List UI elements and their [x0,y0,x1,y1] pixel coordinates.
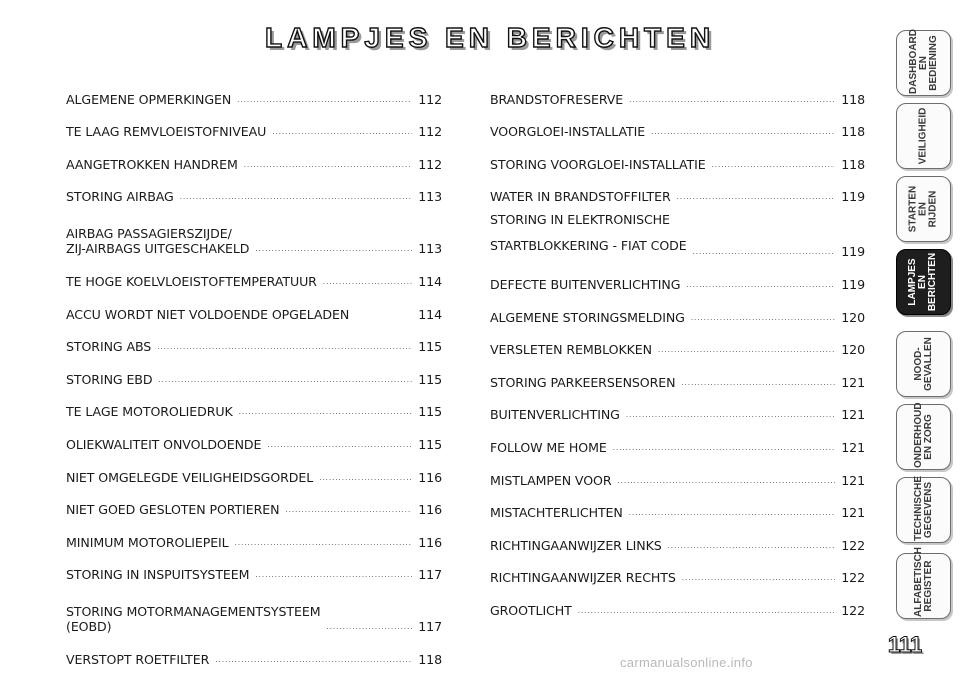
tab-veiligheid[interactable] [896,103,951,169]
toc-leader-dots [158,376,412,384]
toc-entry-page: 116 [418,534,442,550]
toc-entry[interactable] [66,634,442,667]
toc-entry-label: WATER IN BRANDSTOFFILTER [490,189,671,205]
toc-leader-dots [255,245,412,253]
tab-label: TECHNISCHE GEGEVENS [912,475,934,541]
tab-label: STARTEN EN RIJDEN [907,185,939,233]
toc-entry-label: MINIMUM MOTOROLIEPEIL [66,534,229,550]
tab-label: ALFABETISCH REGISTER [912,547,934,617]
toc-entry-page: 113 [418,189,442,205]
toc-entry[interactable] [66,387,442,420]
tab-noodgevallen[interactable] [896,331,951,397]
toc-entry-label: NIET OMGELEGDE VEILIGHEIDSGORDEL [66,469,314,485]
toc-entry[interactable] [66,74,442,107]
toc-leader-dots [272,128,412,136]
tab-register[interactable] [896,547,951,619]
toc-right-column [490,74,865,618]
toc-entry-page: 114 [418,306,442,322]
toc-leader-dots [244,161,412,169]
toc-leader-dots [613,444,835,452]
toc-entry[interactable] [66,107,442,140]
toc-entry[interactable] [490,172,865,205]
watermark: carmanualsonline.info [620,655,753,670]
toc-entry[interactable] [490,74,865,107]
toc-entry-page: 117 [418,619,442,635]
toc-entry-label: OLIEKWALITEIT ONVOLDOENDE [66,436,262,452]
toc-entry-page: 122 [841,602,865,618]
toc-entry-page: 113 [418,241,442,257]
toc-entry-label: NIET GOED GESLOTEN PORTIEREN [66,502,280,518]
toc-entry[interactable] [490,585,865,618]
toc-entry-label: STORING AIRBAG [66,189,174,205]
toc-leader-dots [180,193,412,201]
toc-entry[interactable] [490,259,865,292]
toc-entry[interactable] [490,292,865,325]
toc-entry-page: 121 [841,374,865,390]
toc-entry[interactable] [490,357,865,390]
toc-leader-dots [668,542,835,550]
toc-entry[interactable] [66,550,442,583]
toc-entry-page: 115 [418,371,442,387]
toc-entry-page: 121 [841,439,865,455]
toc-entry[interactable] [490,139,865,172]
toc-entry-label: STORING VOORGLOEI-INSTALLATIE [490,156,706,172]
toc-leader-dots [239,408,412,416]
toc-leader-dots [578,607,835,615]
toc-entry-label: RICHTINGAANWIJZER LINKS [490,537,662,553]
toc-leader-dots [681,379,835,387]
toc-leader-dots [323,278,412,286]
toc-leader-dots [237,96,412,104]
toc-entry[interactable] [66,354,442,387]
toc-entry-page: 119 [841,244,865,260]
toc-entry-label: TE LAAG REMVLOEISTOFNIVEAU [66,124,267,140]
tab-starten[interactable] [896,176,951,242]
toc-entry-page: 120 [841,342,865,358]
page-title: LAMPJES EN BERICHTEN [265,22,716,53]
toc-leader-dots [658,346,835,354]
tab-label: NOOD- GEVALLEN [912,337,934,391]
tab-label: LAMPJES EN BERICHTEN [907,252,939,312]
toc-entry-label: MISTACHTERLICHTEN [490,505,623,521]
toc-entry-page: 121 [841,472,865,488]
toc-entry[interactable] [490,422,865,455]
toc-leader-dots [319,474,412,482]
toc-entry-page: 118 [841,91,865,107]
toc-entry-page: 112 [418,91,442,107]
toc-entry[interactable] [66,322,442,355]
toc-entry-label: MISTLAMPEN VOOR [490,472,612,488]
toc-entry-label: STORING IN INSPUITSYSTEEM [66,567,250,583]
toc-entry-label: TE LAGE MOTOROLIEDRUK [66,404,233,420]
toc-entry-page: 112 [418,156,442,172]
tab-onderhoud[interactable] [896,404,951,470]
toc-entry[interactable] [66,256,442,289]
toc-left-column [66,74,442,667]
toc-entry[interactable] [490,553,865,586]
toc-entry[interactable] [66,419,442,452]
toc-entry[interactable] [490,390,865,423]
toc-entry-label: STORING MOTORMANAGEMENTSYSTEEM (EOBD) [66,604,321,635]
toc-entry-label: BRANDSTOFRESERVE [490,91,624,107]
toc-entry-page: 118 [418,651,442,667]
toc-leader-dots [215,656,412,664]
tab-dashboard[interactable] [896,30,951,96]
toc-leader-dots [629,96,835,104]
toc-entry-label: AIRBAG PASSAGIERSZIJDE/ ZIJ-AIRBAGS UITGESCHAKELD [66,226,250,257]
toc-leader-dots [618,477,836,485]
toc-leader-dots [682,574,835,582]
toc-entry[interactable] [66,485,442,518]
toc-entry-label: TE HOGE KOELVLOEISTOFTEMPERATUUR [66,273,317,289]
toc-entry[interactable] [490,204,865,259]
toc-entry[interactable] [66,204,442,256]
tab-label: DASHBOARD EN BEDIENING [907,29,939,94]
page-number: 111 [887,632,923,657]
toc-leader-dots [629,509,835,517]
toc-entry-label: GROOTLICHT [490,602,572,618]
toc-entry-label: DEFECTE BUITENVERLICHTING [490,276,681,292]
toc-entry-label: VERSTOPT ROETFILTER [66,651,210,667]
toc-leader-dots [285,506,412,514]
toc-entry-label: VERSLETEN REMBLOKKEN [490,342,652,358]
toc-entry-page: 114 [418,273,442,289]
toc-entry[interactable] [66,289,442,322]
toc-entry-page: 120 [841,309,865,325]
toc-entry-page: 116 [418,502,442,518]
toc-entry-label: ACCU WORDT NIET VOLDOENDE OPGELADEN [66,306,350,322]
toc-leader-dots [255,571,412,579]
toc-leader-dots [651,128,835,136]
toc-entry-label: STORING PARKEERSENSOREN [490,374,676,390]
toc-entry[interactable] [66,582,442,634]
toc-leader-dots [686,281,835,289]
toc-entry-page: 112 [418,124,442,140]
toc-entry-page: 115 [418,436,442,452]
toc-entry[interactable] [490,455,865,488]
toc-entry[interactable] [490,488,865,521]
toc-leader-dots [626,411,835,419]
toc-entry-page: 121 [841,505,865,521]
toc-leader-dots [235,539,412,547]
toc-entry[interactable] [66,139,442,172]
tab-technische[interactable] [896,477,951,543]
toc-entry[interactable] [490,325,865,358]
toc-leader-dots [691,314,835,322]
toc-entry-page: 117 [418,567,442,583]
toc-entry[interactable] [66,517,442,550]
toc-leader-dots [677,193,835,201]
toc-leader-dots [712,161,835,169]
toc-entry-page: 118 [841,124,865,140]
toc-entry-page: 118 [841,156,865,172]
toc-entry-label: BUITENVERLICHTING [490,407,620,423]
toc-entry-page: 119 [841,276,865,292]
toc-leader-dots [693,248,835,256]
toc-leader-dots [267,441,412,449]
toc-entry-page: 115 [418,339,442,355]
toc-entry-label: FOLLOW ME HOME [490,439,607,455]
toc-leader-dots [157,343,412,351]
toc-entry[interactable] [66,452,442,485]
toc-entry-page: 115 [418,404,442,420]
toc-entry[interactable] [66,172,442,205]
toc-entry-label: VOORGLOEI-INSTALLATIE [490,124,646,140]
toc-entry[interactable] [490,107,865,140]
toc-entry-label: STORING EBD [66,371,153,387]
toc-entry-page: 122 [841,570,865,586]
toc-entry-label: ALGEMENE OPMERKINGEN [66,91,232,107]
toc-entry[interactable] [490,520,865,553]
tab-label: VEILIGHEID [917,107,929,165]
toc-entry-label: RICHTINGAANWIJZER RECHTS [490,570,676,586]
toc-leader-dots [326,623,412,631]
toc-entry-page: 122 [841,537,865,553]
toc-entry-label: STORING IN ELEKTRONISCHE STARTBLOKKERING - FIAT CODE [490,212,687,254]
toc-entry-page: 116 [418,469,442,485]
tab-label: ONDERHOUD EN ZORG [912,402,934,468]
toc-entry-label: AANGETROKKEN HANDREM [66,156,238,172]
toc-entry-label: STORING ABS [66,339,152,355]
tab-lampjes-active[interactable] [896,249,951,315]
toc-entry-page: 119 [841,189,865,205]
toc-entry-page: 121 [841,407,865,423]
toc-entry-label: ALGEMENE STORINGSMELDING [490,309,685,325]
